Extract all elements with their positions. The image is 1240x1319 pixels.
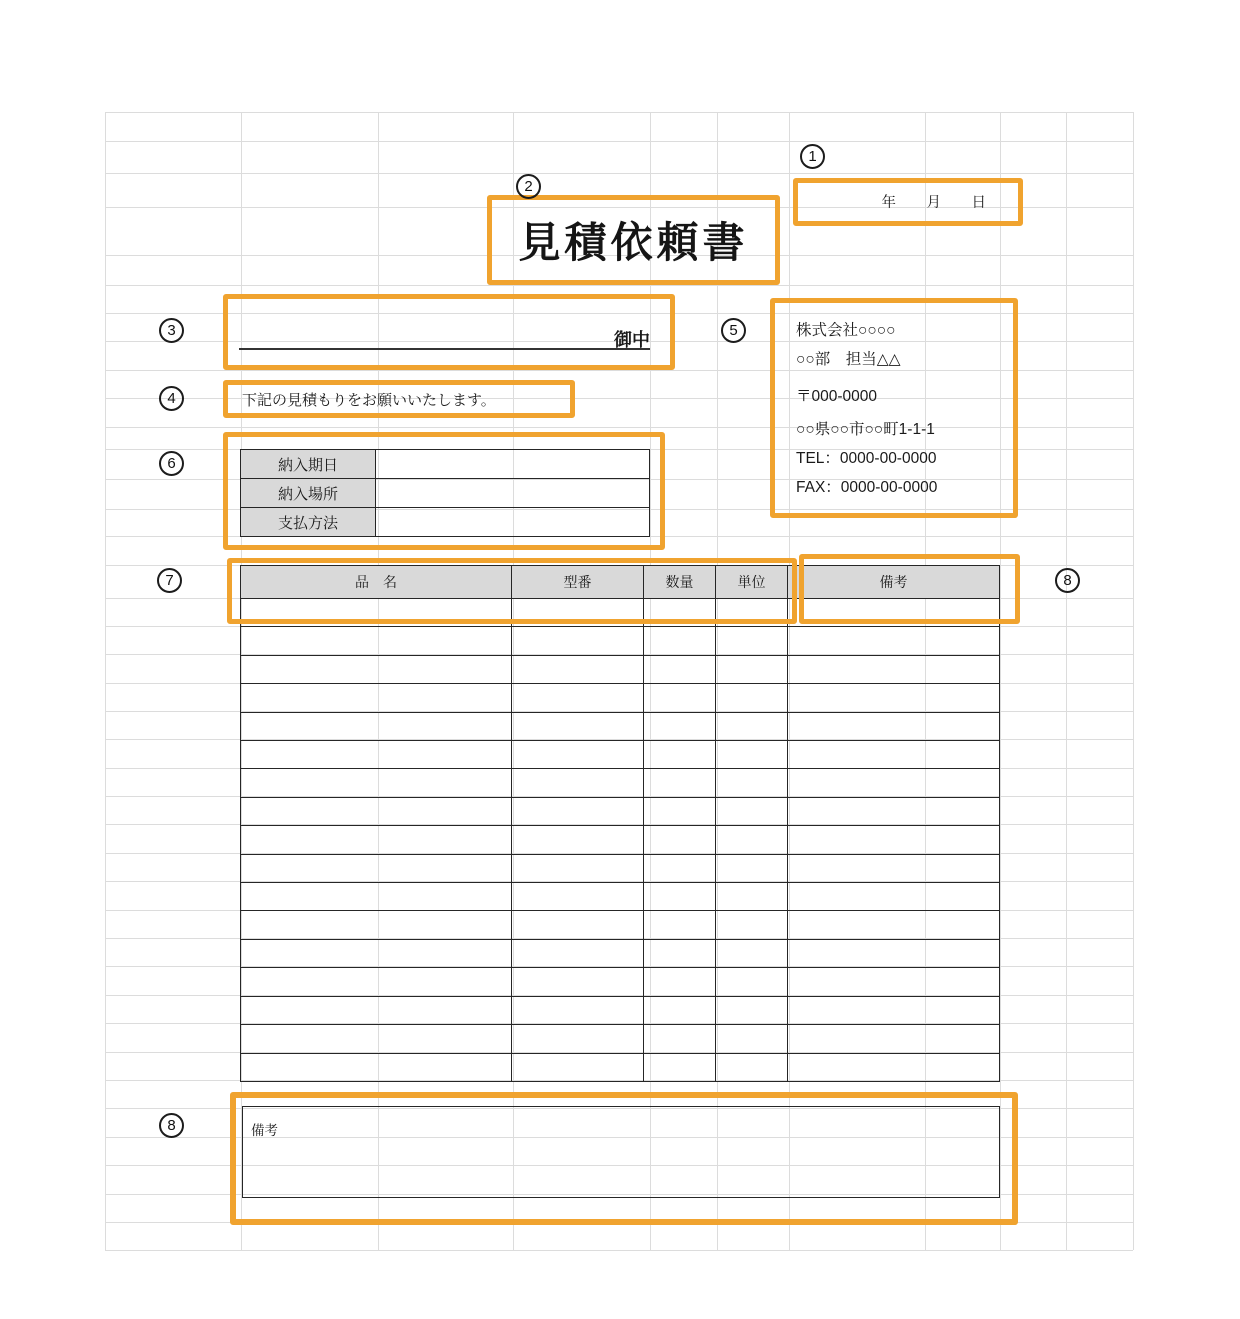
items-body-cell[interactable] xyxy=(644,826,716,853)
items-body-cell[interactable] xyxy=(716,1054,788,1081)
items-body-cell[interactable] xyxy=(644,627,716,654)
items-body-cell[interactable] xyxy=(241,826,512,853)
items-body-cell[interactable] xyxy=(512,1025,644,1052)
items-body-cell[interactable] xyxy=(644,997,716,1024)
items-body-cell[interactable] xyxy=(788,883,999,910)
items-body-cell[interactable] xyxy=(716,883,788,910)
items-body-cell[interactable] xyxy=(716,855,788,882)
items-body-cell[interactable] xyxy=(241,997,512,1024)
items-body-row xyxy=(241,627,999,655)
request-text: 下記の見積もりをお願いいたします。 xyxy=(242,391,496,409)
marker-4: 4 xyxy=(159,386,184,411)
items-body-cell[interactable] xyxy=(241,656,512,683)
items-body-cell[interactable] xyxy=(788,627,999,654)
items-body-cell[interactable] xyxy=(241,968,512,995)
items-body-cell[interactable] xyxy=(241,940,512,967)
items-header-cell: 数量 xyxy=(644,566,716,598)
items-body-cell[interactable] xyxy=(788,713,999,740)
items-body-cell[interactable] xyxy=(716,968,788,995)
items-body-cell[interactable] xyxy=(512,911,644,938)
items-body-cell[interactable] xyxy=(644,684,716,711)
grid-hline xyxy=(105,112,1133,113)
sender-box xyxy=(770,298,1018,518)
recipient-honorific: 御中 xyxy=(614,330,650,350)
items-body-row xyxy=(241,1025,999,1053)
items-body-cell[interactable] xyxy=(788,968,999,995)
items-body-row xyxy=(241,741,999,769)
items-body-cell[interactable] xyxy=(512,883,644,910)
items-body-cell[interactable] xyxy=(716,826,788,853)
items-body-cell[interactable] xyxy=(512,826,644,853)
items-body-cell[interactable] xyxy=(644,1054,716,1081)
items-body-row xyxy=(241,713,999,741)
marker-7: 7 xyxy=(157,568,182,593)
request-sentence-box xyxy=(223,380,575,418)
marker-8-right: 8 xyxy=(1055,568,1080,593)
items-table xyxy=(240,565,1000,1082)
items-body-cell[interactable] xyxy=(644,769,716,796)
items-body-cell[interactable] xyxy=(716,940,788,967)
items-body-cell[interactable] xyxy=(788,769,999,796)
grid-hline xyxy=(105,285,1133,286)
date-field[interactable] xyxy=(793,178,1023,226)
items-body-cell[interactable] xyxy=(512,1054,644,1081)
items-body-cell[interactable] xyxy=(788,997,999,1024)
items-header-cell: 単位 xyxy=(716,566,788,598)
items-body-cell[interactable] xyxy=(241,798,512,825)
sender-postal: 〒000-0000 xyxy=(796,388,878,405)
items-body-row xyxy=(241,883,999,911)
items-body-cell[interactable] xyxy=(512,627,644,654)
items-body-cell[interactable] xyxy=(788,798,999,825)
items-body-cell[interactable] xyxy=(241,1054,512,1081)
marker-5: 5 xyxy=(721,318,746,343)
items-body-cell[interactable] xyxy=(716,798,788,825)
grid-vline xyxy=(1133,112,1134,1250)
condition-label: 納入場所 xyxy=(241,479,376,507)
items-body-cell[interactable] xyxy=(644,940,716,967)
items-header-cell: 備考 xyxy=(879,574,908,590)
items-body-cell[interactable] xyxy=(644,911,716,938)
items-body-cell[interactable] xyxy=(241,883,512,910)
items-body-cell[interactable] xyxy=(788,826,999,853)
sender-tel: TEL：0000-00-0000 xyxy=(796,450,937,467)
conditions-box xyxy=(223,432,665,550)
items-body-cell[interactable] xyxy=(644,883,716,910)
items-body-cell[interactable] xyxy=(716,627,788,654)
items-body-row xyxy=(241,968,999,996)
items-body-cell[interactable] xyxy=(788,1054,999,1081)
marker-8-bottom: 8 xyxy=(159,1113,184,1138)
items-body-cell[interactable] xyxy=(241,684,512,711)
items-body-cell[interactable] xyxy=(644,798,716,825)
items-body-cell[interactable] xyxy=(512,713,644,740)
items-body-cell[interactable] xyxy=(512,769,644,796)
items-body-cell[interactable] xyxy=(644,855,716,882)
items-body-cell[interactable] xyxy=(241,1025,512,1052)
items-body-cell[interactable] xyxy=(644,968,716,995)
items-body-cell[interactable] xyxy=(788,940,999,967)
items-body-cell[interactable] xyxy=(788,741,999,768)
items-body-cell[interactable] xyxy=(644,741,716,768)
items-body-cell[interactable] xyxy=(241,627,512,654)
items-body-cell[interactable] xyxy=(644,656,716,683)
items-body-cell[interactable] xyxy=(716,713,788,740)
items-body-row xyxy=(241,826,999,854)
items-body-cell[interactable] xyxy=(716,656,788,683)
items-body-cell[interactable] xyxy=(512,997,644,1024)
items-body-cell[interactable] xyxy=(716,1025,788,1052)
items-body-row xyxy=(241,940,999,968)
items-body-row xyxy=(241,769,999,797)
items-body-cell[interactable] xyxy=(512,855,644,882)
items-body-cell[interactable] xyxy=(716,769,788,796)
remarks-label: 備考 xyxy=(251,1123,278,1138)
items-body-row xyxy=(241,684,999,712)
items-header-box xyxy=(227,558,797,624)
items-body-cell[interactable] xyxy=(788,656,999,683)
condition-label: 支払方法 xyxy=(241,508,376,536)
recipient-box[interactable] xyxy=(223,294,675,370)
items-header-cell: 品 名 xyxy=(241,566,512,598)
remarks-box xyxy=(230,1092,1018,1225)
marker-3: 3 xyxy=(159,318,184,343)
sender-department: ○○部 担当△△ xyxy=(796,351,901,368)
items-body-cell[interactable] xyxy=(716,741,788,768)
items-body-cell[interactable] xyxy=(512,684,644,711)
items-body-cell[interactable] xyxy=(716,997,788,1024)
items-body-cell[interactable] xyxy=(788,911,999,938)
items-body-cell[interactable] xyxy=(788,855,999,882)
items-body-cell[interactable] xyxy=(788,1025,999,1052)
items-body-cell[interactable] xyxy=(716,684,788,711)
items-body-cell[interactable] xyxy=(788,684,999,711)
items-body-cell[interactable] xyxy=(241,741,512,768)
sender-fax: FAX：0000-00-0000 xyxy=(796,479,938,496)
items-body-cell[interactable] xyxy=(241,713,512,740)
items-body-row xyxy=(241,855,999,883)
condition-label: 納入期日 xyxy=(241,450,376,478)
items-body-cell[interactable] xyxy=(512,656,644,683)
date-placeholder: 年 月 日 xyxy=(881,195,994,211)
marker-6: 6 xyxy=(159,451,184,476)
sender-company: 株式会社○○○○ xyxy=(796,322,896,339)
items-body-cell[interactable] xyxy=(716,911,788,938)
items-header-cell: 型番 xyxy=(512,566,644,598)
page-title: 見積依頼書 xyxy=(518,219,749,266)
items-body-row xyxy=(241,911,999,939)
grid-hline xyxy=(105,141,1133,142)
items-body-row xyxy=(241,1054,999,1081)
marker-2: 2 xyxy=(516,174,541,199)
items-body-cell[interactable] xyxy=(512,798,644,825)
items-body-cell[interactable] xyxy=(241,911,512,938)
sender-address: ○○県○○市○○町1-1-1 xyxy=(796,421,935,438)
items-body-cell[interactable] xyxy=(241,769,512,796)
grid-hline xyxy=(105,173,1133,174)
marker-1: 1 xyxy=(800,144,825,169)
items-body-cell[interactable] xyxy=(241,855,512,882)
document-title-box xyxy=(487,195,780,285)
items-body-row xyxy=(241,656,999,684)
items-body-cell[interactable] xyxy=(644,713,716,740)
grid-hline xyxy=(105,1250,1133,1251)
remarks-column-box xyxy=(799,554,1020,624)
items-body-cell[interactable] xyxy=(512,741,644,768)
items-body-row xyxy=(241,798,999,826)
items-body-cell[interactable] xyxy=(512,968,644,995)
items-body-cell[interactable] xyxy=(512,940,644,967)
items-body-row xyxy=(241,997,999,1025)
items-body-cell[interactable] xyxy=(644,1025,716,1052)
